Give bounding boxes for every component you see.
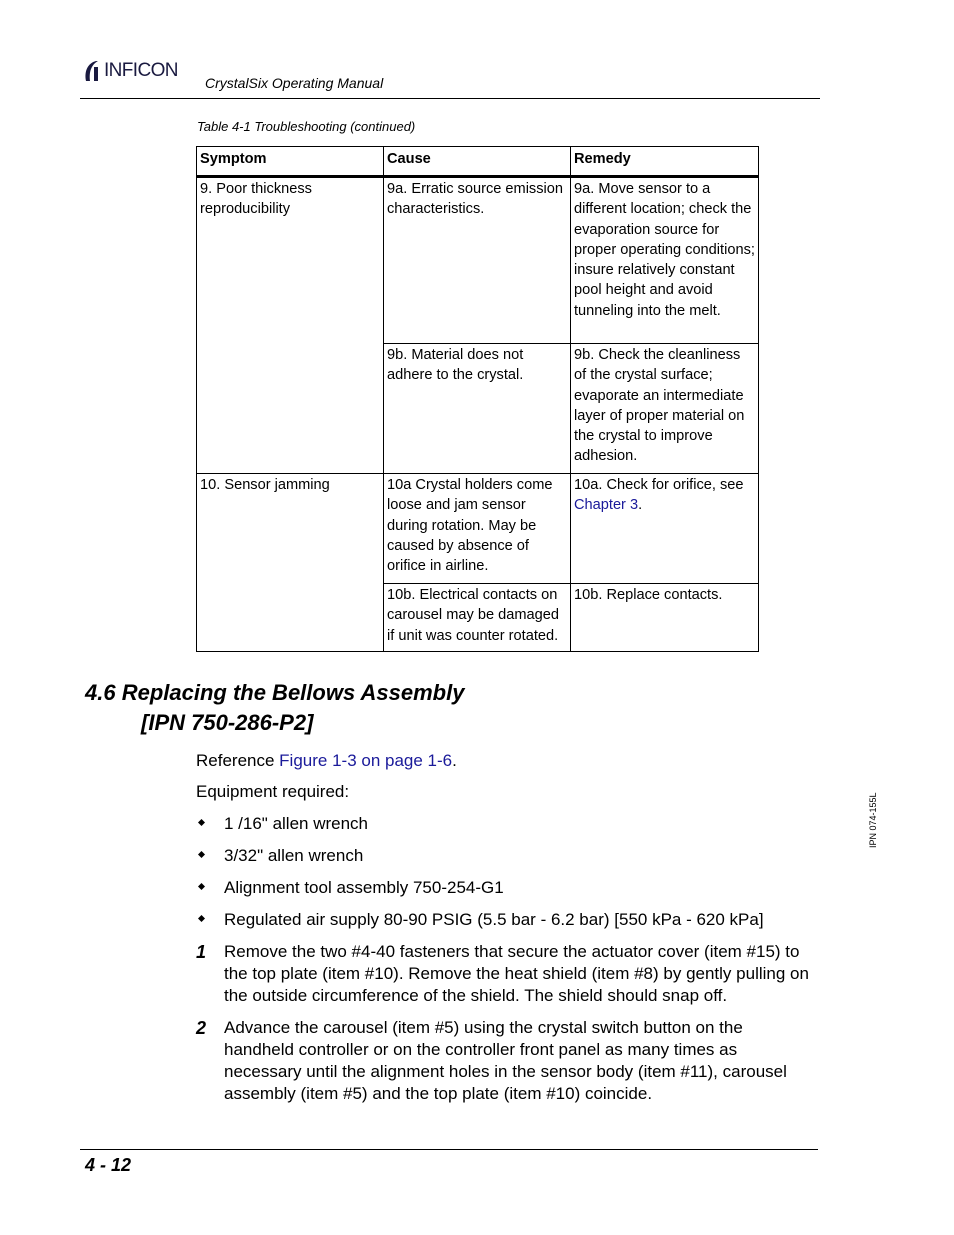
section-title-line2: [IPN 750-286-P2]: [141, 710, 314, 735]
remedy-cell: 10b. Replace contacts.: [571, 584, 759, 652]
cause-cell: 10a Crystal holders come loose and jam sensor during rotation. May be caused by absence of orifice in airline.: [384, 474, 571, 584]
list-item-text: Regulated air supply 80-90 PSIG (5.5 bar - 6.2 bar) [550 kPa - 620 kPa]: [224, 910, 764, 929]
page-number: 4 - 12: [85, 1155, 132, 1175]
chapter-3-link[interactable]: Chapter 3: [574, 497, 639, 514]
reference-suffix: .: [452, 751, 457, 770]
troubleshooting-table: [196, 146, 759, 652]
table-caption: Table 4-1 Troubleshooting (continued): [197, 119, 416, 134]
cause-cell: 9a. Erratic source emission characteristics.: [384, 177, 571, 344]
inficon-logo: [82, 58, 178, 84]
step-number: 2: [196, 1018, 207, 1038]
equipment-label: Equipment required:: [196, 782, 350, 801]
symptom-cell: 10. Sensor jamming: [197, 474, 384, 652]
header-remedy: Remedy: [571, 147, 759, 177]
step-number: 1: [196, 942, 207, 962]
remedy-suffix: .: [638, 497, 643, 514]
remedy-cell: 9a. Move sensor to a different location; check the evaporation source for proper operating conditions; insure relatively constant pool height and avoid tunneling into the melt.: [571, 177, 759, 344]
diamond-bullet-icon: [198, 851, 205, 858]
table-row: [197, 474, 759, 584]
side-ipn-label: IPN 074-155L: [868, 792, 878, 848]
remedy-cell: 9b. Check the cleanliness of the crystal surface; evaporate an intermediate layer of proper material on the crystal to improve adhesion.: [571, 344, 759, 474]
manual-title: CrystalSix Operating Manual: [205, 75, 384, 91]
diamond-bullet-icon: [198, 915, 205, 922]
list-item: [196, 876, 764, 908]
list-item: [196, 844, 764, 876]
cause-cell: 10b. Electrical contacts on carousel may be damaged if unit was counter rotated.: [384, 584, 571, 652]
cause-cell: 9b. Material does not adhere to the crystal.: [384, 344, 571, 474]
step-text: Advance the carousel (item #5) using the crystal switch button on the handheld controller or on the controller front panel as many times as necessary until the alignment holes in the sensor body (item #11), carousel assembly (item #5) and the top plate (item #10) coincide.: [224, 1018, 787, 1103]
remedy-cell: [571, 474, 759, 584]
header-symptom: Symptom: [197, 147, 384, 177]
section-heading: [85, 678, 464, 738]
table-header-row: [197, 147, 759, 177]
diamond-bullet-icon: [198, 819, 205, 826]
list-item-text: 3/32" allen wrench: [224, 846, 364, 865]
diamond-bullet-icon: [198, 883, 205, 890]
list-item-text: Alignment tool assembly 750-254-G1: [224, 878, 504, 897]
list-item-text: 1 /16" allen wrench: [224, 814, 369, 833]
footer-divider: [80, 1149, 818, 1150]
list-item: [196, 812, 764, 844]
section-title-line1: 4.6 Replacing the Bellows Assembly: [85, 680, 465, 705]
reference-paragraph: [196, 750, 457, 772]
step-2: [196, 1017, 816, 1105]
logo-text: INFICON: [104, 60, 178, 81]
header-cause: Cause: [384, 147, 571, 177]
equipment-list: [196, 812, 764, 940]
list-item: [196, 908, 764, 940]
header-divider: [80, 98, 820, 99]
remedy-text: 10a. Check for orifice, see: [574, 477, 744, 493]
reference-prefix: Reference: [196, 751, 280, 770]
step-1: [196, 941, 816, 1007]
inficon-logo-icon: [82, 59, 102, 83]
figure-link[interactable]: Figure 1-3 on page 1-6: [279, 751, 453, 770]
table-row: [197, 177, 759, 344]
symptom-cell: 9. Poor thickness reproducibility: [197, 177, 384, 474]
step-text: Remove the two #4-40 fasteners that secure the actuator cover (item #15) to the top plate (item #10). Remove the heat shield (item #8) by gently pulling on the outside circumference of the shield. The shield should snap off.: [224, 942, 809, 1005]
